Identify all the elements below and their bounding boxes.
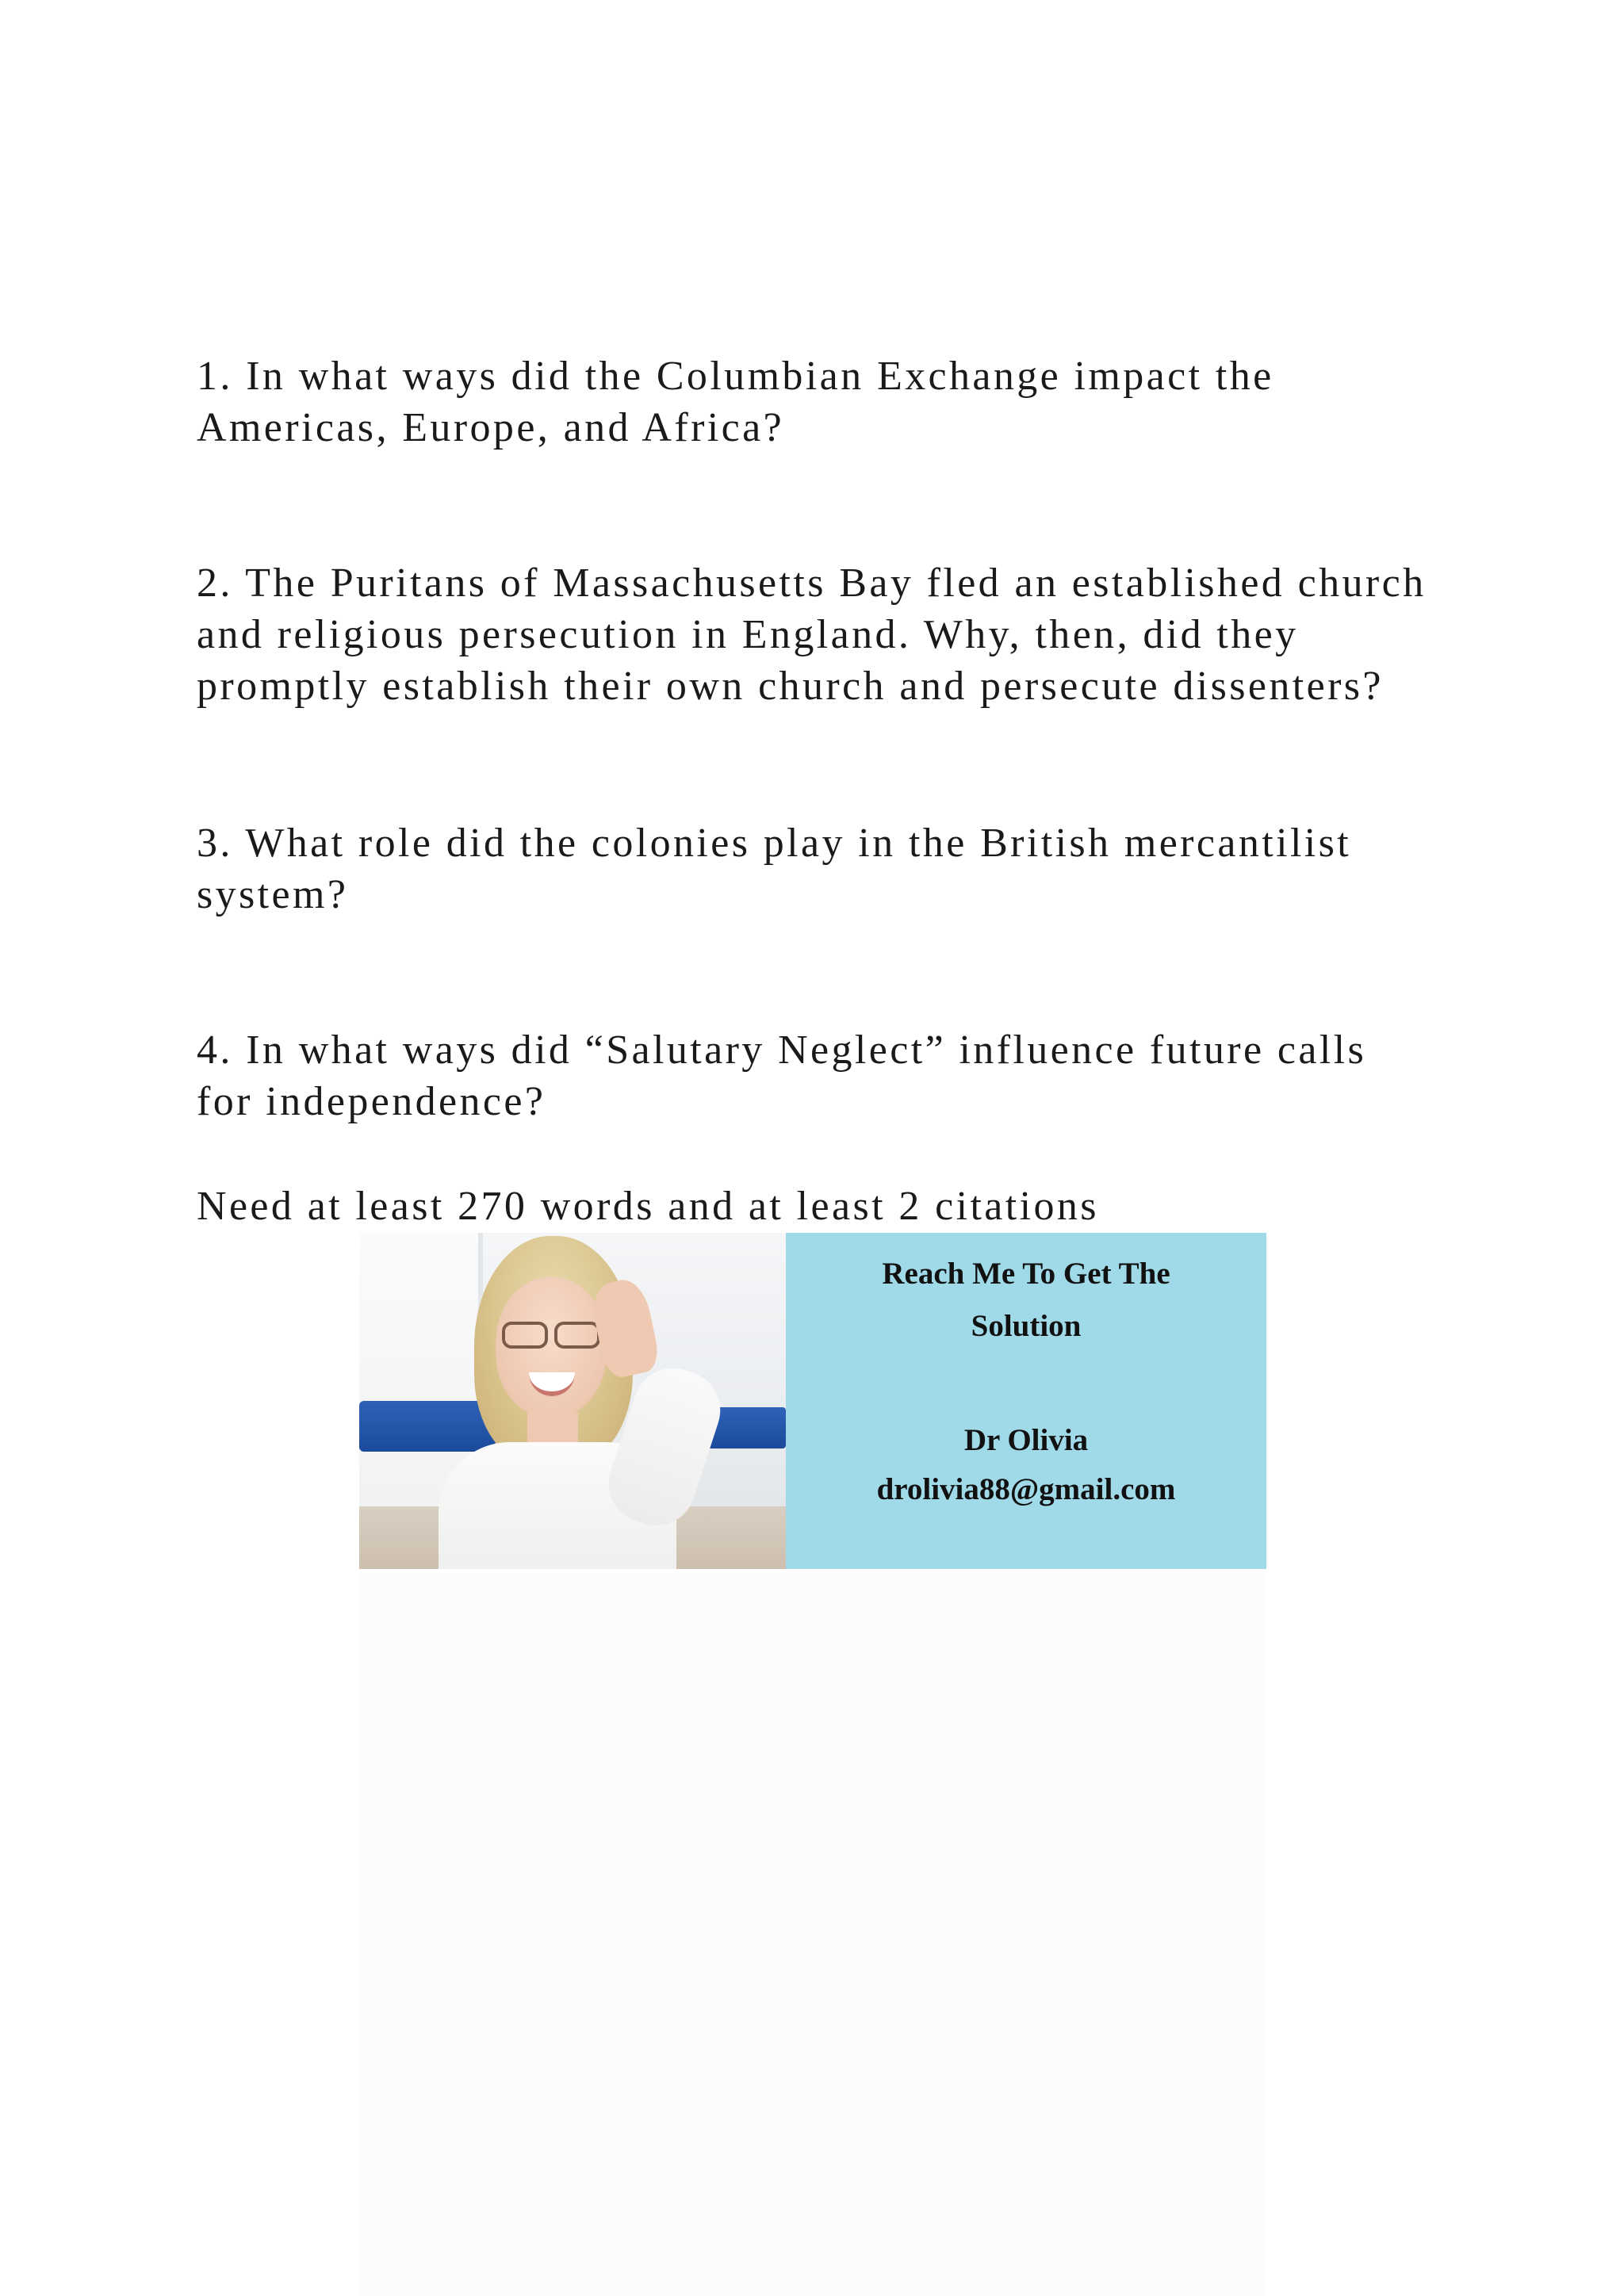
advert-contact-card xyxy=(786,1233,1266,1569)
requirement-text: Need at least 270 words and at least 2 citations xyxy=(197,1184,1099,1229)
question-4: 4. In what ways did “Salutary Neglect” influence future calls for independence? xyxy=(197,1027,1367,1124)
question-1: 1. In what ways did the Columbian Exchange impact the Americas, Europe, and Africa? xyxy=(197,354,1274,450)
advert-contact-email[interactable]: drolivia88@gmail.com xyxy=(876,1472,1176,1506)
advert-photo xyxy=(359,1233,786,1569)
advert-banner xyxy=(359,1233,1266,1569)
advert-contact-name: Dr Olivia xyxy=(963,1423,1089,1457)
question-3: 3. What role did the colonies play in the British mercantilist system? xyxy=(197,821,1352,917)
advert-headline-line1: Reach Me To Get The xyxy=(882,1257,1170,1291)
advert-headline-line2: Solution xyxy=(971,1309,1082,1343)
blank-image-area xyxy=(359,1574,1266,2296)
photo-chair-left xyxy=(359,1401,498,1452)
question-2: 2. The Puritans of Massachusetts Bay fled an established church and religious persecution in England. Why, then, did they promptly establish their own church and persecute dissenters? xyxy=(197,561,1427,709)
glasses-icon xyxy=(502,1322,600,1345)
